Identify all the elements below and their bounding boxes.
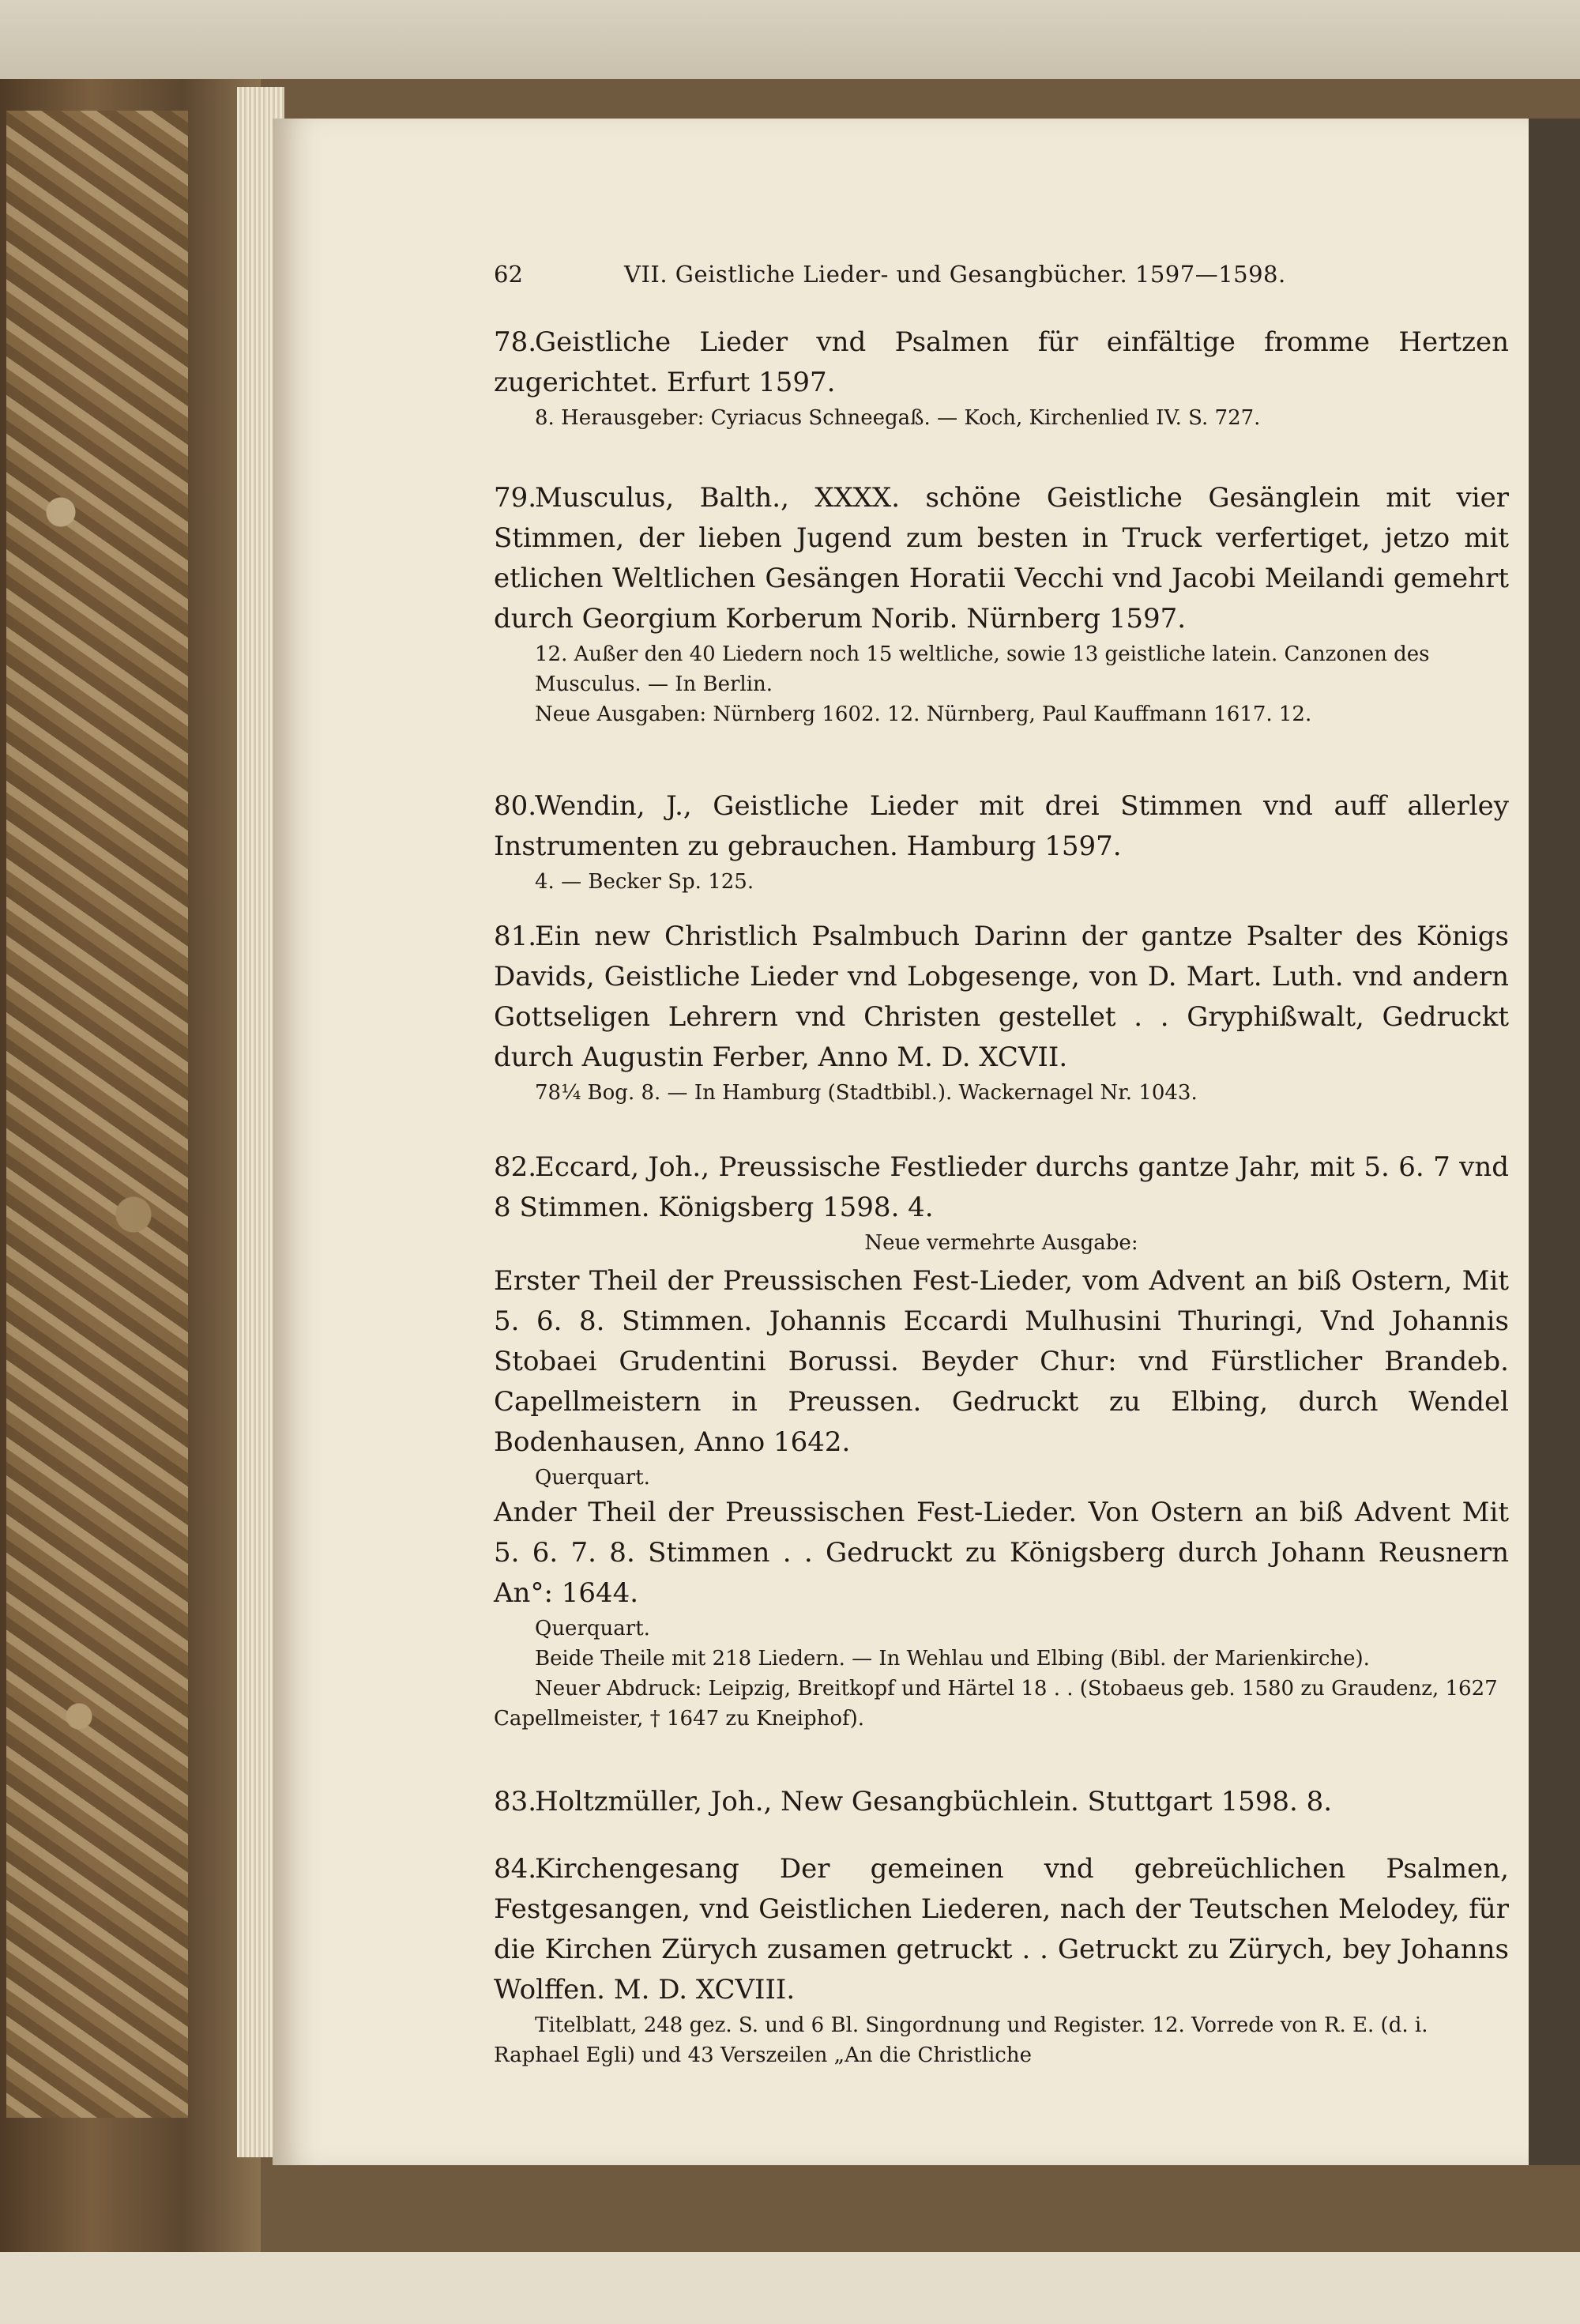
running-header: [494, 261, 1505, 297]
entry-number: 80.: [494, 790, 537, 822]
edition-part-1: Erster Theil der Preussischen Fest-Lieder, vom Advent an biß Ostern, Mit 5. 6. 8. Stimmen. Johannis Eccardi Mulhusini Thuringi, Vnd Johannis Stobaei Grudentini Borussi. Beyder Chur: vnd Fürstlicher Brandeb. Capellmeistern in Preussen. Gedruckt zu Elbing, durch Wendel Bodenhausen, Anno 1642.: [494, 1265, 1509, 1458]
entry-title: Musculus, Balth., XXXX. schöne Geistliche Gesänglein mit vier Stimmen, der lieben Jugend zum besten in Truck verfertiget, jetzo mit etlichen Weltlichen Gesängen Horatii Vecchi vnd Jacobi Meilandi gemehrt durch Georgium Korberum Norib. Nürnberg 1597.: [494, 482, 1509, 635]
entry-number: 81.: [494, 921, 537, 952]
marbled-endpaper: [6, 111, 188, 2118]
entry-title: Holtzmüller, Joh., New Gesangbüchlein. Stuttgart 1598. 8.: [535, 1786, 1333, 1817]
entry-78: [494, 322, 1509, 433]
entry-note: Titelblatt, 248 gez. S. und 6 Bl. Singordnung und Register. 12. Vorrede von R. E. (d. i. Raphael Egli) und 43 Verszeilen „An die Christliche: [494, 2013, 1428, 2067]
entry-title: Eccard, Joh., Preussische Festlieder durchs gantze Jahr, mit 5. 6. 7 vnd 8 Stimmen. Königsberg 1598. 4.: [494, 1151, 1509, 1223]
entry-note: Neue Ausgaben: Nürnberg 1602. 12. Nürnberg, Paul Kauffmann 1617. 12.: [535, 702, 1312, 726]
entry-83: [494, 1782, 1509, 1822]
entry-number: 83.: [494, 1786, 537, 1817]
page-number: 62: [494, 261, 523, 288]
entry-82: [494, 1147, 1509, 1734]
entry-number: 82.: [494, 1151, 537, 1183]
entry-note: 78¼ Bog. 8. — In Hamburg (Stadtbibl.). Wackernagel Nr. 1043.: [535, 1081, 1198, 1105]
entry-title: Wendin, J., Geistliche Lieder mit drei Stimmen vnd auff allerley Instrumenten zu gebrauchen. Hamburg 1597.: [494, 790, 1509, 862]
entry-84: [494, 1849, 1509, 2070]
entry-note: 8. Herausgeber: Cyriacus Schneegaß. — Koch, Kirchenlied IV. S. 727.: [535, 406, 1261, 430]
background-bottom: [0, 2252, 1580, 2324]
entry-title: Geistliche Lieder vnd Psalmen für einfältige fromme Hertzen zugerichtet. Erfurt 1597.: [494, 326, 1509, 398]
edition-part-2: Ander Theil der Preussischen Fest-Lieder. Von Ostern an biß Advent Mit 5. 6. 7. 8. Stimmen . . Gedruckt zu Königsberg durch Johann Reusnern An°: 1644.: [494, 1497, 1509, 1609]
page-shadow-right: [1529, 119, 1580, 2165]
entry-number: 79.: [494, 482, 537, 514]
entry-note: Neuer Abdruck: Leipzig, Breitkopf und Härtel 18 . . (Stobaeus geb. 1580 zu Graudenz, 1627 Capellmeister, † 1647 zu Kneiphof).: [494, 1677, 1498, 1731]
entry-79: [494, 478, 1509, 729]
entry-note: 12. Außer den 40 Liedern noch 15 weltliche, sowie 13 geistliche latein. Canzonen des Musculus. — In Berlin.: [535, 642, 1430, 696]
entry-title: Kirchengesang Der gemeinen vnd gebreüchlichen Psalmen, Festgesangen, vnd Geistlichen Liederen, nach der Teutschen Melodey, für die Kirchen Zürych zusamen getruckt . . Getruckt zu Zürych, bey Johanns Wolffen. M. D. XCVIII.: [494, 1853, 1509, 2006]
background-top: [0, 0, 1580, 79]
entry-number: 84.: [494, 1853, 537, 1885]
running-title: VII. Geistliche Lieder- und Gesangbücher. 1597—1598.: [624, 261, 1286, 288]
entry-note: Neue vermehrte Ausgabe:: [864, 1231, 1138, 1255]
entry-note: 4. — Becker Sp. 125.: [535, 870, 754, 894]
edition-note: Querquart.: [535, 1617, 650, 1640]
entry-title: Ein new Christlich Psalmbuch Darinn der gantze Psalter des Königs Davids, Geistliche Lieder vnd Lobgesenge, von D. Mart. Luth. vnd andern Gottseligen Lehrern vnd Christen gestellet . . Gryphißwalt, Gedruckt durch Augustin Ferber, Anno M. D. XCVII.: [494, 921, 1509, 1073]
entry-number: 78.: [494, 326, 537, 358]
entry-81: [494, 917, 1509, 1108]
entry-80: [494, 786, 1509, 897]
edition-note: Querquart.: [535, 1466, 650, 1490]
entry-note: Beide Theile mit 218 Liedern. — In Wehlau und Elbing (Bibl. der Marienkirche).: [535, 1647, 1370, 1670]
